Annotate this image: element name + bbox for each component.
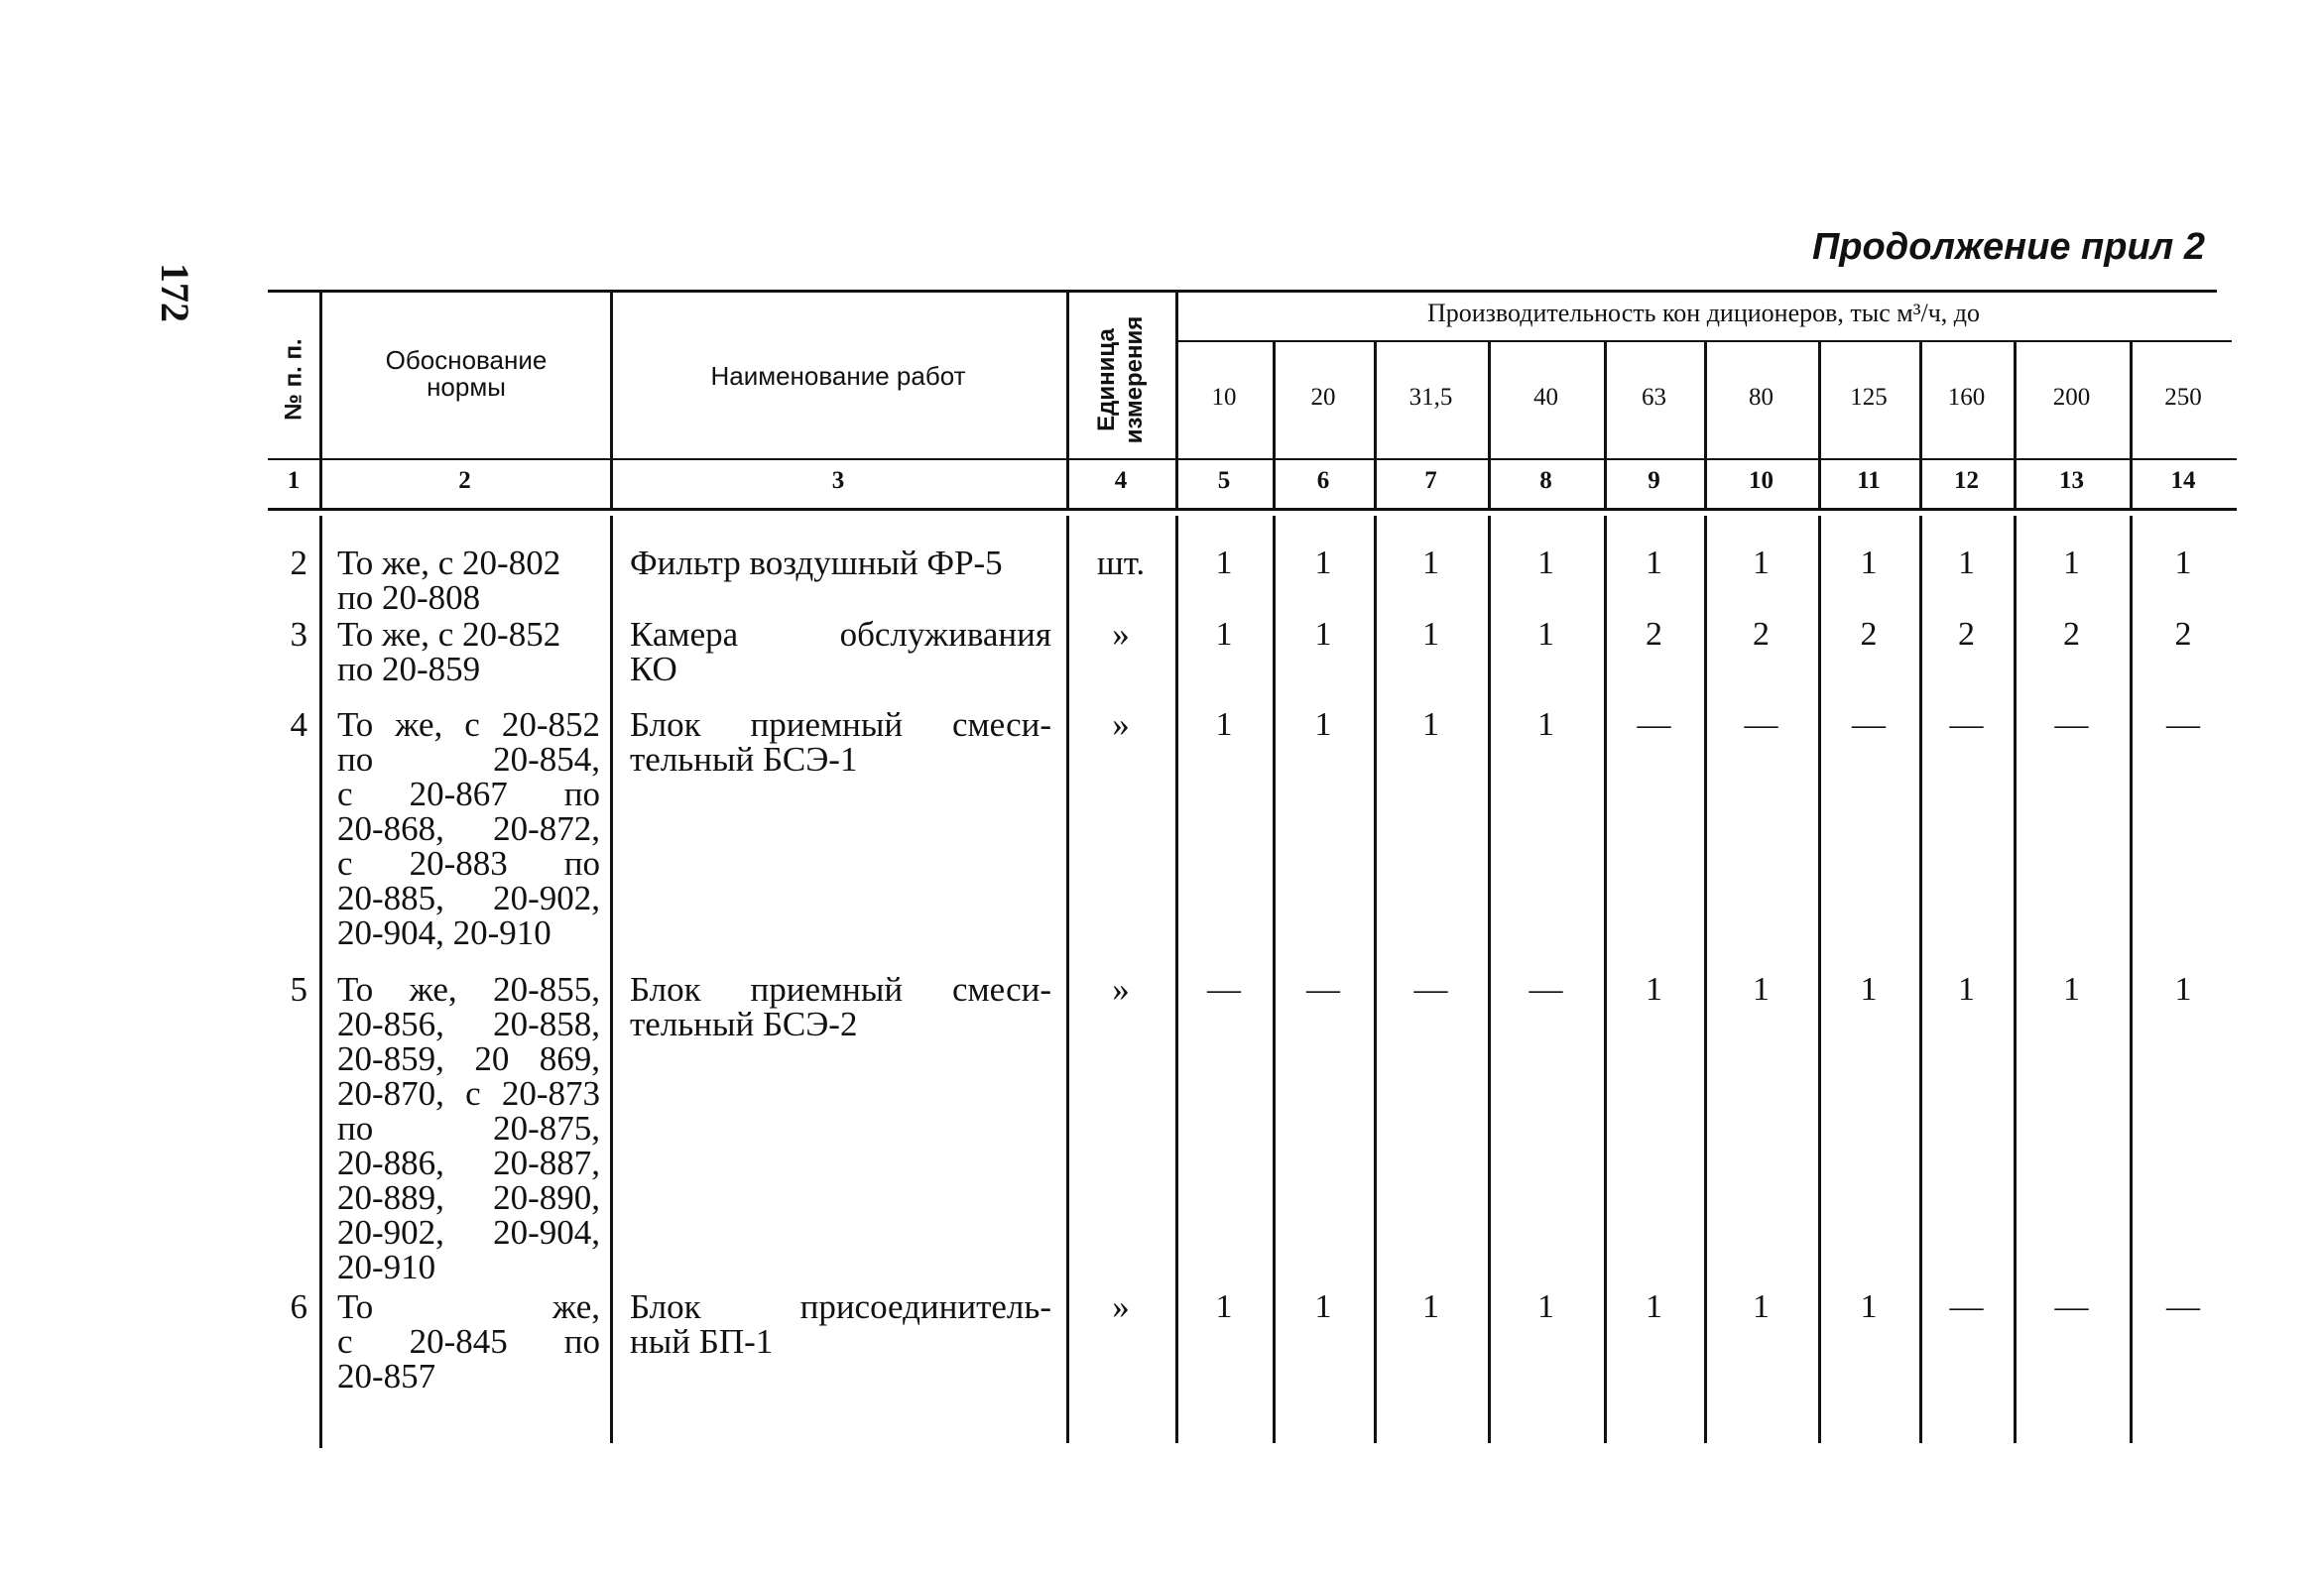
row-value: 1 xyxy=(1537,545,1554,581)
header-capacity: 20 xyxy=(1310,384,1336,411)
column-number: 5 xyxy=(1217,467,1231,494)
basis-line: по 20-875, xyxy=(337,1109,600,1148)
column-number: 10 xyxy=(1749,467,1774,494)
work-name-line: Блок приемный смеси- xyxy=(630,970,1051,1009)
continuation-title: Продолжение прил 2 xyxy=(1811,226,2205,268)
row-value: 2 xyxy=(2063,616,2080,653)
row-value: 1 xyxy=(1860,971,1878,1008)
row-value: 1 xyxy=(1314,545,1332,581)
row-value: 2 xyxy=(1958,616,1975,653)
row-number: 4 xyxy=(290,705,307,744)
header-unit-line1: Единица xyxy=(1093,328,1120,431)
column-number: 4 xyxy=(1114,467,1128,494)
row-value: 1 xyxy=(1314,1288,1332,1325)
header-capacity-group: Производительность кон диционеров, тыс м³/ч, до xyxy=(1426,299,1981,327)
row-value: — xyxy=(1637,706,1671,743)
basis-line: 20-902, 20-904, xyxy=(337,1213,600,1252)
header-basis xyxy=(327,347,605,402)
column-number: 13 xyxy=(2059,467,2084,494)
row-work-name xyxy=(630,617,1051,686)
row-basis xyxy=(337,617,600,686)
row-value: — xyxy=(1852,706,1886,743)
header-capacity: 125 xyxy=(1850,384,1888,411)
basis-line: 20-857 xyxy=(337,1357,436,1396)
column-number: 3 xyxy=(831,467,845,494)
table-top-rule xyxy=(268,290,2217,293)
header-capacity: 10 xyxy=(1211,384,1237,411)
column-number: 14 xyxy=(2170,467,2196,494)
basis-line: с 20-883 по xyxy=(337,844,600,883)
column-number-rule xyxy=(268,508,2237,511)
row-value: 1 xyxy=(1422,706,1439,743)
row-value: 1 xyxy=(2063,545,2080,581)
row-value: 1 xyxy=(1753,545,1770,581)
column-number: 9 xyxy=(1648,467,1660,494)
row-work-name xyxy=(630,1289,1051,1359)
left-divider xyxy=(319,516,322,1448)
row-number: 3 xyxy=(290,615,307,654)
column-number: 1 xyxy=(287,467,301,494)
row-value: 1 xyxy=(1215,1288,1233,1325)
row-value: 1 xyxy=(1958,971,1975,1008)
row-value: — xyxy=(1413,971,1448,1008)
header-work-name: Наименование работ xyxy=(710,361,966,391)
row-value: 1 xyxy=(1537,706,1554,743)
header-capacity: 160 xyxy=(1947,384,1986,411)
header-capacity: 31,5 xyxy=(1408,384,1453,411)
basis-line: То же, с 20-802 xyxy=(337,544,561,582)
page-number: 172 xyxy=(153,263,197,322)
row-value: — xyxy=(1949,706,1984,743)
row-value: 1 xyxy=(1422,1288,1439,1325)
column-number: 8 xyxy=(1539,467,1552,494)
row-work-name xyxy=(630,707,1051,777)
basis-line: То же, с 20-852 xyxy=(337,705,600,744)
header-number-column: № п. п. xyxy=(280,338,307,421)
basis-line: 20-904, 20-910 xyxy=(337,913,551,952)
header-unit-line2: измерения xyxy=(1121,315,1148,444)
row-value: 1 xyxy=(1646,545,1662,581)
basis-line: по 20-859 xyxy=(337,650,481,688)
basis-line: То же, с 20-852 xyxy=(337,615,561,654)
row-value: 1 xyxy=(1215,706,1233,743)
basis-line: 20-870, с 20-873 xyxy=(337,1074,600,1113)
row-value: 1 xyxy=(2063,971,2080,1008)
row-value: 1 xyxy=(1422,545,1439,581)
row-number: 6 xyxy=(290,1287,307,1326)
header-capacity: 250 xyxy=(2164,384,2202,411)
body-divider xyxy=(610,516,613,1443)
row-number: 5 xyxy=(290,970,307,1009)
basis-line: 20-856, 20-858, xyxy=(337,1005,600,1043)
row-value: 1 xyxy=(2174,545,2192,581)
header-capacity: 200 xyxy=(2052,384,2091,411)
basis-line: 20-910 xyxy=(337,1248,436,1286)
column-number: 11 xyxy=(1857,467,1881,494)
work-name-line: КО xyxy=(630,650,677,688)
work-name-line: тельный БСЭ-2 xyxy=(630,1005,858,1043)
row-work-name xyxy=(630,972,1051,1041)
row-value: 2 xyxy=(2174,616,2192,653)
header-basis-line1: Обоснование xyxy=(385,345,548,375)
row-value: 2 xyxy=(1753,616,1770,653)
row-work-name xyxy=(630,546,1051,580)
row-unit: » xyxy=(1112,705,1130,744)
row-number: 2 xyxy=(290,544,307,582)
basis-line: с 20-845 по xyxy=(337,1322,600,1361)
column-number: 12 xyxy=(1954,467,1979,494)
row-basis xyxy=(337,972,600,1284)
header-unit xyxy=(1093,310,1149,449)
row-value: 1 xyxy=(1753,971,1770,1008)
row-value: 1 xyxy=(1215,616,1233,653)
column-number: 7 xyxy=(1424,467,1437,494)
basis-line: 20-868, 20-872, xyxy=(337,809,600,848)
row-value: 2 xyxy=(1646,616,1662,653)
work-name-line: Блок присоединитель- xyxy=(630,1287,1051,1326)
header-capacity: 63 xyxy=(1642,384,1666,411)
basis-line: 20-859, 20 869, xyxy=(337,1039,600,1078)
row-value: 1 xyxy=(1422,616,1439,653)
row-value: 1 xyxy=(1537,1288,1554,1325)
row-value: 1 xyxy=(1646,1288,1662,1325)
column-number: 2 xyxy=(458,467,471,494)
row-value: — xyxy=(2166,706,2200,743)
row-value: 1 xyxy=(1860,545,1878,581)
row-basis xyxy=(337,707,600,950)
row-unit: » xyxy=(1112,970,1130,1009)
row-unit: шт. xyxy=(1096,544,1146,582)
row-basis xyxy=(337,546,600,615)
header-capacity: 40 xyxy=(1533,384,1558,411)
work-name-line: Камера обслуживания xyxy=(630,615,1051,654)
row-value: 1 xyxy=(1215,545,1233,581)
basis-line: То же, 20-855, xyxy=(337,970,600,1009)
row-value: 1 xyxy=(2174,971,2192,1008)
row-value: 2 xyxy=(1860,616,1878,653)
row-basis xyxy=(337,1289,600,1394)
basis-line: по 20-808 xyxy=(337,578,481,617)
basis-line: 20-889, 20-890, xyxy=(337,1178,600,1217)
row-value: — xyxy=(1744,706,1778,743)
basis-line: с 20-867 по xyxy=(337,775,600,813)
row-value: 1 xyxy=(1537,616,1554,653)
row-value: — xyxy=(2054,1288,2089,1325)
column-number: 6 xyxy=(1316,467,1330,494)
row-value: 1 xyxy=(1314,706,1332,743)
row-value: 1 xyxy=(1958,545,1975,581)
row-value: — xyxy=(2054,706,2089,743)
row-value: — xyxy=(2166,1288,2200,1325)
row-value: 1 xyxy=(1753,1288,1770,1325)
row-unit: » xyxy=(1112,615,1130,654)
row-value: 1 xyxy=(1314,616,1332,653)
row-value: — xyxy=(1529,971,1563,1008)
row-unit: » xyxy=(1112,1287,1130,1326)
header-basis-line2: нормы xyxy=(427,372,506,403)
work-name-line: Блок приемный смеси- xyxy=(630,705,1051,744)
basis-line: по 20-854, xyxy=(337,740,600,779)
row-value: — xyxy=(1207,971,1241,1008)
basis-line: 20-885, 20-902, xyxy=(337,879,600,917)
header-bottom-rule xyxy=(268,458,2237,460)
header-capacity: 80 xyxy=(1749,384,1774,411)
row-value: 1 xyxy=(1860,1288,1878,1325)
basis-line: 20-886, 20-887, xyxy=(337,1144,600,1182)
work-name-line: тельный БСЭ-1 xyxy=(630,740,858,779)
work-name-line: Фильтр воздушный ФР-5 xyxy=(630,544,1003,582)
work-name-line: ный БП-1 xyxy=(630,1322,774,1361)
basis-line: То же, xyxy=(337,1287,600,1326)
row-value: 1 xyxy=(1646,971,1662,1008)
row-value: — xyxy=(1306,971,1340,1008)
row-value: — xyxy=(1949,1288,1984,1325)
